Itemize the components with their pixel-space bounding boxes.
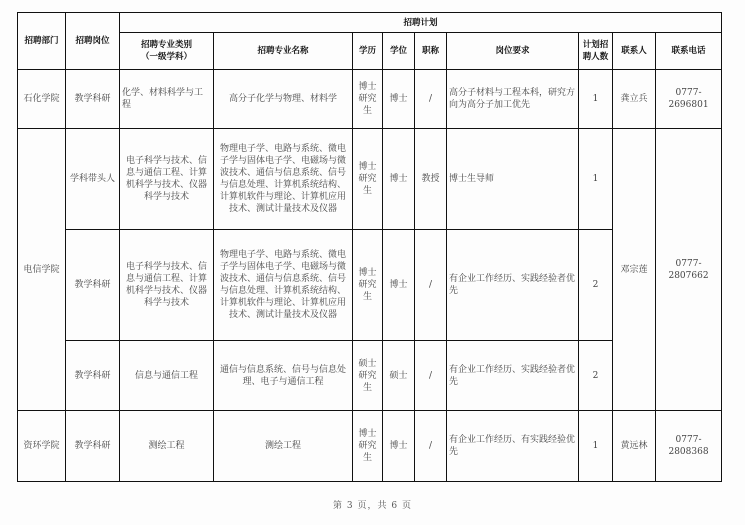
header-department: 招聘部门 (18, 13, 66, 70)
cell-major-category: 电子科学与技术、信息与通信工程、计算机科学与技术、仪器科学与技术 (120, 129, 214, 230)
cell-degree: 博士 (383, 70, 415, 129)
header-headcount: 计划招 聘人数 (579, 33, 613, 70)
cell-position: 教学科研 (66, 70, 120, 129)
cell-major-name: 高分子化学与物理、材料学 (214, 70, 353, 129)
header-position: 招聘岗位 (66, 13, 120, 70)
header-major-name: 招聘专业名称 (214, 33, 353, 70)
cell-position: 教学科研 (66, 230, 120, 341)
header-education: 学历 (353, 33, 383, 70)
page-number: 第 3 页，共 6 页 (333, 501, 412, 511)
cell-major-name: 物理电子学、电路与系统、微电子学与固体电子学、电磁场与微波技术、通信与信息系统、信号与信息处理、计算机系统结构、计算机软件与理论、计算机应用技术、测试计量技术及仪器 (214, 129, 353, 230)
cell-headcount: 1 (579, 411, 613, 482)
recruitment-table (17, 12, 722, 482)
cell-title: 教授 (415, 129, 447, 230)
cell-headcount: 1 (579, 70, 613, 129)
cell-major-name: 物理电子学、电路与系统、微电子学与固体电子学、电磁场与微波技术、通信与信息系统、信号与信息处理、计算机系统结构、计算机软件与理论、计算机应用技术、测试计量技术及仪器 (214, 230, 353, 341)
cell-title: / (415, 70, 447, 129)
header-title: 职称 (415, 33, 447, 70)
cell-requirements: 有企业工作经历、实践经验者优先 (447, 230, 579, 341)
cell-phone: 0777-2696801 (656, 70, 722, 129)
table-row (18, 129, 722, 230)
cell-title: / (415, 411, 447, 482)
cell-department: 资环学院 (18, 411, 66, 482)
cell-position: 学科带头人 (66, 129, 120, 230)
cell-requirements: 有企业工作经历、有实践经验优先 (447, 411, 579, 482)
cell-degree: 博士 (383, 129, 415, 230)
cell-contact: 邓宗莲 (613, 129, 656, 411)
cell-degree: 博士 (383, 411, 415, 482)
cell-major-name: 通信与信息系统、信号与信息处理、电子与通信工程 (214, 341, 353, 411)
cell-headcount: 1 (579, 129, 613, 230)
cell-major-category: 测绘工程 (120, 411, 214, 482)
cell-contact: 龚立兵 (613, 70, 656, 129)
table-row (18, 70, 722, 129)
cell-education: 硕士研究生 (353, 341, 383, 411)
cell-phone: 0777-2807662 (656, 129, 722, 411)
header-plan-group: 招聘计划 (120, 13, 722, 33)
header-requirements: 岗位要求 (447, 33, 579, 70)
header-degree: 学位 (383, 33, 415, 70)
cell-department: 石化学院 (18, 70, 66, 129)
cell-degree: 博士 (383, 230, 415, 341)
cell-position: 教学科研 (66, 411, 120, 482)
cell-title: / (415, 341, 447, 411)
header-major-category: 招聘专业类别 （一级学科） (120, 33, 214, 70)
cell-major-category: 信息与通信工程 (120, 341, 214, 411)
cell-major-category: 化学、材料科学与工程 (120, 70, 214, 129)
cell-department: 电信学院 (18, 129, 66, 411)
cell-requirements: 高分子材料与工程本科，研究方向为高分子加工优先 (447, 70, 579, 129)
cell-major-name: 测绘工程 (214, 411, 353, 482)
cell-education: 博士研究生 (353, 230, 383, 341)
cell-phone: 0777-2808368 (656, 411, 722, 482)
cell-requirements: 博士生导师 (447, 129, 579, 230)
cell-title: / (415, 230, 447, 341)
cell-requirements: 有企业工作经历、实践经验者优先 (447, 341, 579, 411)
cell-position: 教学科研 (66, 341, 120, 411)
cell-headcount: 2 (579, 341, 613, 411)
table-row (18, 411, 722, 482)
cell-education: 博士研究生 (353, 70, 383, 129)
cell-degree: 硕士 (383, 341, 415, 411)
cell-education: 博士研究生 (353, 411, 383, 482)
cell-major-category: 电子科学与技术、信息与通信工程、计算机科学与技术、仪器科学与技术 (120, 230, 214, 341)
cell-contact: 黄远林 (613, 411, 656, 482)
header-contact: 联系人 (613, 33, 656, 70)
cell-education: 博士研究生 (353, 129, 383, 230)
header-phone: 联系电话 (656, 33, 722, 70)
cell-headcount: 2 (579, 230, 613, 341)
